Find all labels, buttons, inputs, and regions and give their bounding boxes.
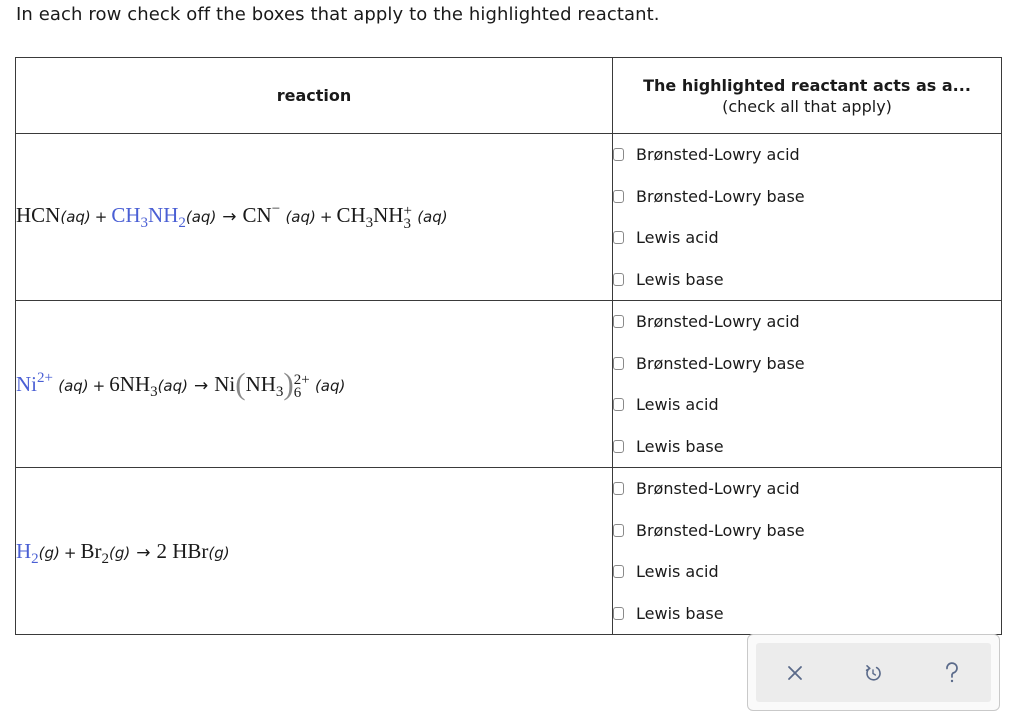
header-role-title: The highlighted reactant acts as a... bbox=[643, 75, 971, 95]
state-label: (aq) bbox=[60, 208, 91, 226]
option-lewis-base[interactable]: Lewis base bbox=[613, 593, 1001, 635]
checkbox[interactable] bbox=[613, 440, 624, 453]
plus-sign: + bbox=[63, 543, 77, 562]
checkbox[interactable] bbox=[613, 482, 624, 495]
formula-complex: Ni bbox=[214, 372, 236, 396]
toolbar-inner bbox=[756, 643, 991, 702]
formula-nh3: NH bbox=[119, 372, 151, 396]
option-bronsted-acid[interactable]: Brønsted-Lowry acid bbox=[613, 301, 1001, 343]
instruction-text: In each row check off the boxes that apply to the highlighted reactant. bbox=[16, 4, 660, 25]
reaction-arrow: → bbox=[136, 542, 151, 563]
question-mark-icon bbox=[944, 662, 960, 684]
undo-button[interactable] bbox=[853, 653, 893, 693]
checkbox[interactable] bbox=[613, 148, 624, 161]
checkbox[interactable] bbox=[613, 315, 624, 328]
clear-button[interactable] bbox=[775, 653, 815, 693]
option-bronsted-base[interactable]: Brønsted-Lowry base bbox=[613, 510, 1001, 552]
checkbox[interactable] bbox=[613, 565, 624, 578]
options-cell-1 bbox=[613, 134, 1002, 301]
state-label: (aq) bbox=[314, 377, 346, 395]
option-lewis-acid[interactable]: Lewis acid bbox=[613, 384, 1001, 426]
close-icon bbox=[787, 665, 803, 681]
checkbox[interactable] bbox=[613, 190, 624, 203]
reaction-table bbox=[15, 57, 1002, 635]
header-reaction: reaction bbox=[16, 58, 613, 134]
options-cell-3 bbox=[613, 468, 1002, 635]
option-lewis-acid[interactable]: Lewis acid bbox=[613, 551, 1001, 593]
highlighted-reactant: $H_2$ bbox=[16, 538, 39, 567]
state-label: (aq) bbox=[417, 208, 448, 226]
header-role bbox=[613, 58, 1002, 134]
formula-hcn: HCN bbox=[16, 203, 61, 227]
table-row bbox=[16, 134, 1002, 301]
reaction-equation-1 bbox=[16, 134, 613, 301]
checkbox[interactable] bbox=[613, 357, 624, 370]
option-lewis-base[interactable]: Lewis base bbox=[613, 426, 1001, 468]
checkbox[interactable] bbox=[613, 398, 624, 411]
header-role-subtitle: (check all that apply) bbox=[722, 96, 892, 116]
formula-ch3nh3: CH bbox=[336, 203, 366, 227]
undo-icon bbox=[863, 663, 883, 683]
formula-cn: CN bbox=[242, 203, 272, 227]
reaction-arrow: → bbox=[193, 376, 209, 396]
option-lewis-acid[interactable]: Lewis acid bbox=[613, 217, 1001, 259]
state-label: (aq) bbox=[157, 377, 188, 395]
state-label: (g) bbox=[108, 543, 131, 562]
equation: $HCN(aq) + CH_3NH_2(aq) \to CN^-$ $(aq) + CH_3NH$ + 3 (aq) bbox=[16, 201, 448, 232]
options-cell-2 bbox=[613, 301, 1002, 468]
answer-toolbar bbox=[747, 634, 1000, 711]
formula-br2: Br bbox=[80, 538, 102, 563]
reaction-equation-2 bbox=[16, 301, 613, 468]
plus-sign: + bbox=[92, 377, 106, 395]
state-label: (aq) bbox=[185, 208, 217, 226]
table-header-row bbox=[16, 58, 1002, 134]
table-row bbox=[16, 468, 1002, 635]
plus-sign: + bbox=[319, 208, 333, 226]
checkbox[interactable] bbox=[613, 231, 624, 244]
equation: $H_2(g) + Br_2(g) \to 2$ HBr(g) bbox=[16, 538, 230, 567]
checkbox[interactable] bbox=[613, 273, 624, 286]
option-bronsted-acid[interactable]: Brønsted-Lowry acid bbox=[613, 468, 1001, 510]
state-label: (g) bbox=[208, 543, 230, 562]
formula-hbr: HBr bbox=[172, 538, 209, 563]
equation: $Ni^{2+}$ $(aq) + 6NH_3(aq) \to Ni(NH_3)$ 2+ 6 (aq) bbox=[16, 366, 346, 401]
highlighted-reactant: $Ni^{2+}$ bbox=[16, 370, 53, 396]
state-label: (aq) bbox=[58, 377, 89, 395]
option-lewis-base[interactable]: Lewis base bbox=[613, 259, 1001, 301]
plus-sign: + bbox=[94, 208, 108, 226]
checkbox[interactable] bbox=[613, 607, 624, 620]
option-bronsted-base[interactable]: Brønsted-Lowry base bbox=[613, 176, 1001, 218]
state-label: (aq) bbox=[285, 208, 316, 226]
table-row bbox=[16, 301, 1002, 468]
reaction-arrow: → bbox=[222, 207, 237, 227]
highlighted-reactant: $CH_3NH_2$ bbox=[111, 203, 186, 231]
state-label: (g) bbox=[38, 543, 60, 562]
option-bronsted-base[interactable]: Brønsted-Lowry base bbox=[613, 343, 1001, 385]
reaction-equation-3 bbox=[16, 468, 613, 635]
help-button[interactable] bbox=[932, 653, 972, 693]
checkbox[interactable] bbox=[613, 524, 624, 537]
option-bronsted-acid[interactable]: Brønsted-Lowry acid bbox=[613, 134, 1001, 176]
